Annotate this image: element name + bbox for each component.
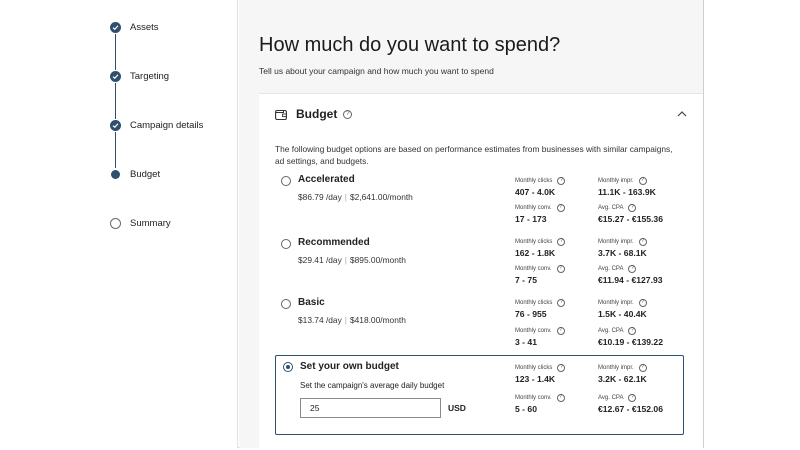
metric-label: Monthly clicks	[515, 365, 553, 371]
metric-label: Monthly conv.	[515, 328, 552, 334]
budget-description: The following budget options are based on performance estimates from businesses with similar campaigns, ad settings, and budgets.	[275, 144, 673, 166]
radio-button[interactable]	[281, 239, 291, 249]
question-circle-icon[interactable]: ?	[557, 299, 565, 307]
question-circle-icon[interactable]: ?	[639, 299, 647, 307]
radio-button[interactable]	[281, 176, 291, 186]
main-content	[239, 0, 703, 448]
metric-label: Avg. CPA	[598, 266, 624, 272]
metric-value: €11.94 - €127.93	[598, 275, 663, 285]
question-circle-icon[interactable]: ?	[557, 238, 565, 246]
metric-value: 11.1K - 163.9K	[598, 187, 656, 197]
metric-value: 76 - 955	[515, 309, 547, 319]
check-icon	[110, 120, 121, 131]
metric-label: Monthly conv.	[515, 205, 552, 211]
metric-clicks	[515, 364, 605, 384]
metric-value: 407 - 4.0K	[515, 187, 556, 197]
daily-price: $86.79 /day	[298, 192, 342, 202]
metric-conv	[515, 204, 605, 224]
metric-cpa	[598, 204, 688, 224]
question-circle-icon[interactable]: ?	[639, 238, 647, 246]
metric-value: 3 - 41	[515, 337, 537, 347]
radio-button[interactable]	[281, 299, 291, 309]
option-name: Accelerated	[298, 174, 355, 185]
radio-button-selected[interactable]	[283, 362, 293, 372]
metric-conv	[515, 394, 605, 414]
option-price: $86.79 /day | $2,641.00/month	[298, 192, 413, 202]
metric-label: Monthly impr.	[598, 178, 634, 184]
option-name: Basic	[298, 297, 325, 308]
metric-conv	[515, 327, 605, 347]
metric-value: €12.67 - €152.06	[598, 404, 663, 414]
metric-label: Monthly clicks	[515, 178, 553, 184]
step-connector	[115, 34, 116, 70]
step-label: Summary	[130, 217, 171, 229]
custom-budget-hint: Set the campaign's average daily budget	[300, 381, 445, 390]
metric-impr	[598, 238, 688, 258]
metric-cpa	[598, 265, 688, 285]
metric-label: Avg. CPA	[598, 205, 624, 211]
metric-label: Monthly conv.	[515, 266, 552, 272]
step-targeting[interactable]	[110, 66, 169, 86]
monthly-price: $895.00/month	[349, 255, 406, 265]
metric-cpa	[598, 394, 688, 414]
page-subtitle: Tell us about your campaign and how much you want to spend	[259, 66, 494, 76]
monthly-price: $2,641.00/month	[349, 192, 413, 202]
check-icon	[110, 71, 121, 82]
budget-option-custom[interactable]	[275, 355, 684, 435]
question-circle-icon[interactable]: ?	[639, 364, 647, 372]
step-summary[interactable]	[110, 213, 171, 233]
question-circle-icon[interactable]: ?	[343, 110, 352, 119]
option-price: $29.41 /day | $895.00/month	[298, 255, 406, 265]
question-circle-icon[interactable]: ?	[628, 394, 636, 402]
metric-value: €15.27 - €155.36	[598, 214, 663, 224]
step-campaign-details[interactable]	[110, 115, 203, 135]
budget-card-header	[275, 107, 352, 121]
question-circle-icon[interactable]: ?	[557, 327, 565, 335]
metric-cpa	[598, 327, 688, 347]
metric-label: Avg. CPA	[598, 395, 624, 401]
daily-price: $13.74 /day	[298, 315, 342, 325]
daily-budget-input[interactable]: 25	[300, 398, 441, 418]
question-circle-icon[interactable]: ?	[557, 364, 565, 372]
question-circle-icon[interactable]: ?	[628, 265, 636, 273]
check-icon	[110, 22, 121, 33]
step-assets[interactable]	[110, 17, 159, 37]
question-circle-icon[interactable]: ?	[557, 177, 565, 185]
step-budget[interactable]	[110, 164, 160, 184]
metric-clicks	[515, 238, 605, 258]
metric-label: Avg. CPA	[598, 328, 624, 334]
metric-value: 17 - 173	[515, 214, 547, 224]
metric-value: 123 - 1.4K	[515, 374, 556, 384]
metric-clicks	[515, 299, 605, 319]
monthly-price: $418.00/month	[349, 315, 406, 325]
daily-price: $29.41 /day	[298, 255, 342, 265]
step-label: Budget	[130, 168, 161, 180]
question-circle-icon[interactable]: ?	[557, 394, 565, 402]
metric-value: 5 - 60	[515, 404, 537, 414]
metric-value: 3.2K - 62.1K	[598, 374, 647, 384]
question-circle-icon[interactable]: ?	[557, 204, 565, 212]
option-price: $13.74 /day | $418.00/month	[298, 315, 406, 325]
metric-conv	[515, 265, 605, 285]
metric-value: 162 - 1.8K	[515, 248, 556, 258]
step-label: Targeting	[130, 70, 170, 82]
metric-label: Monthly impr.	[598, 365, 634, 371]
question-circle-icon[interactable]: ?	[557, 265, 565, 273]
question-circle-icon[interactable]: ?	[639, 177, 647, 185]
metric-clicks	[515, 177, 605, 197]
chevron-up-icon[interactable]	[677, 110, 687, 118]
currency-label: USD	[448, 403, 466, 413]
metric-value: 1.5K - 40.4K	[598, 309, 647, 319]
metric-label: Monthly impr.	[598, 239, 634, 245]
metric-impr	[598, 364, 688, 384]
step-label: Assets	[130, 21, 159, 33]
metric-impr	[598, 177, 688, 197]
budget-card	[259, 93, 703, 448]
metric-label: Monthly clicks	[515, 300, 553, 306]
step-label: Campaign details	[130, 119, 204, 131]
metric-impr	[598, 299, 688, 319]
option-name: Set your own budget	[300, 361, 399, 372]
step-connector	[115, 132, 116, 168]
page-title: How much do you want to spend?	[259, 34, 561, 56]
option-name: Recommended	[298, 237, 370, 248]
step-connector	[115, 83, 116, 119]
budget-heading: Budget	[296, 107, 338, 121]
wallet-icon	[275, 109, 287, 120]
question-circle-icon[interactable]: ?	[628, 327, 636, 335]
pending-step-icon	[110, 218, 121, 229]
step-sidebar	[97, 0, 238, 448]
metric-label: Monthly impr.	[598, 300, 634, 306]
current-step-icon	[111, 170, 120, 179]
metric-value: 7 - 75	[515, 275, 537, 285]
metric-label: Monthly clicks	[515, 239, 553, 245]
metric-value: €10.19 - €139.22	[598, 337, 663, 347]
question-circle-icon[interactable]: ?	[628, 204, 636, 212]
metric-value: 3.7K - 68.1K	[598, 248, 647, 258]
metric-label: Monthly conv.	[515, 395, 552, 401]
